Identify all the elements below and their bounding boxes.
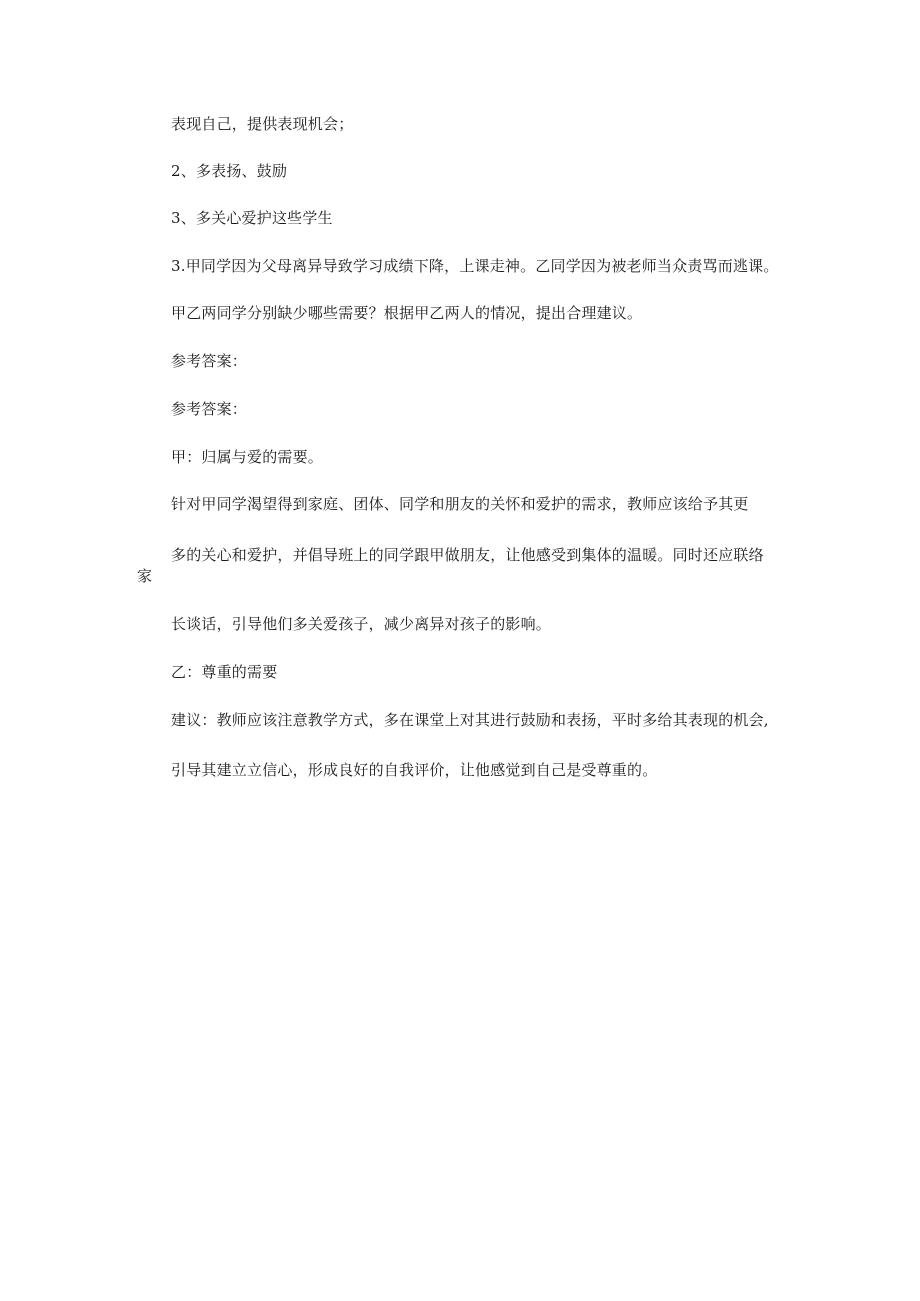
answer-item-a: 甲：归属与爱的需要。 xyxy=(171,448,324,466)
paragraph-line: 多的关心和爱护，并倡导班上的同学跟甲做朋友，让他感受到集体的温暖。同时还应联络 xyxy=(171,546,764,564)
paragraph-line: 引导其建立立信心，形成良好的自我评价，让他感觉到自己是受尊重的。 xyxy=(171,761,658,779)
paragraph-line: 建议：教师应该注意教学方式，多在课堂上对其进行鼓励和表扬，平时多给其表现的机会, xyxy=(171,711,769,729)
list-item-praise: 2、多表扬、鼓励 xyxy=(171,162,288,180)
paragraph-line: 家 xyxy=(137,567,153,585)
question-text: 3.甲同学因为父母离异导致学习成绩下降，上课走神。乙同学因为被老师当众责骂而逃课。 xyxy=(171,257,779,275)
list-item-care: 3、多关心爱护这些学生 xyxy=(171,209,333,227)
question-text: 甲乙两同学分别缺少哪些需要？根据甲乙两人的情况，提出合理建议。 xyxy=(171,304,643,322)
text-line: 表现自己，提供表现机会； xyxy=(171,115,354,133)
paragraph-line: 长谈话，引导他们多关爱孩子，减少离异对孩子的影响。 xyxy=(171,615,552,633)
answer-item-b: 乙：尊重的需要 xyxy=(171,663,278,681)
answer-heading: 参考答案： xyxy=(171,352,248,370)
paragraph-line: 针对甲同学渴望得到家庭、团体、同学和朋友的关怀和爱护的需求，教师应该给予其更 xyxy=(171,495,749,513)
answer-heading: 参考答案： xyxy=(171,400,248,418)
